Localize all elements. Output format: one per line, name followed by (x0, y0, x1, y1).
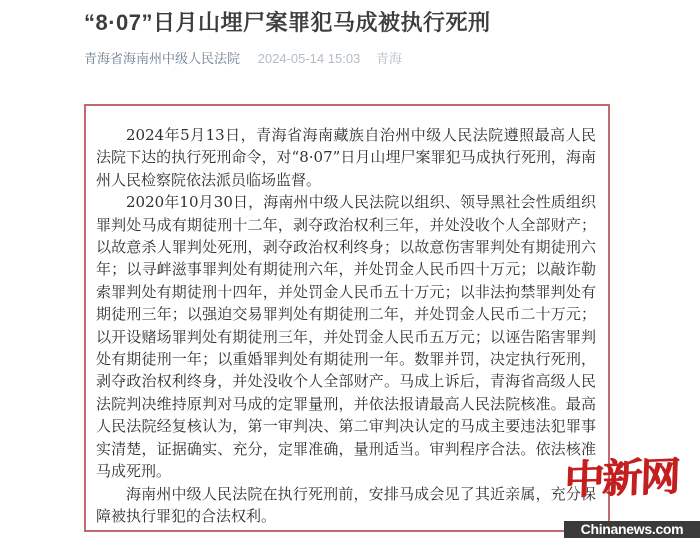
chinanews-site-label: Chinanews.com (564, 521, 700, 538)
byline-location: 青海 (375, 51, 402, 66)
page-title: “8·07”日月山埋尸案罪犯马成被执行死刑 (84, 10, 491, 35)
notice-paragraph-3: 海南州中级人民法院在执行死刑前，安排马成会见了其近亲属，充分保障被执行罪犯的合法权利。 (96, 484, 596, 525)
notice-paragraph-2: 2020年10月30日，海南州中级人民法院以组织、领导黑社会性质组织罪判处马成有期徒刑十二年，剥夺政治权利三年，并处没收个人全部财产；以故意杀人罪判处死刑，剥夺政治权利终身；以故意伤害罪判处有期徒刑六年；以寻衅滋事罪判处有期徒刑六年，并处罚金人民币四十万元；以敲诈勒索罪判处有期徒刑十四年，并处罚金人民币五十万元；以非法拘禁罪判处有期徒刑三年；以强迫交易罪判处有期徒刑二年，并处罚金人民币二十万元；以开设赌场罪判处有期徒刑三年，并处罚金人民币五万元；以诬告陷害罪判处有期徒刑一年；以重婚罪判处有期徒刑一年。数罪并罚，决定执行死刑，剥夺政治权利终身，并处没收个人全部财产。马成上诉后，青海省高级人民法院判决维持原判对马成的定罪量刑，并依法报请最高人民法院核准。最高人民法院经复核认为，第一审判决、第二审判决认定的马成主要违法犯罪事实清楚，证据确实、充分，定罪准确，量刑适当。审判程序合法。依法核准马成死刑。 (96, 193, 596, 481)
byline-datetime: 2024-05-14 15:03 (257, 51, 361, 66)
court-notice-box (84, 104, 610, 532)
notice-paragraph-1: 2024年5月13日，青海省海南藏族自治州中级人民法院遵照最高人民法院下达的执行死刑命令，对“8·07”日月山埋尸案罪犯马成执行死刑，海南州人民检察院依法派员临场监督。 (96, 126, 596, 189)
byline-source: 青海省海南州中级人民法院 (84, 51, 241, 66)
byline (84, 48, 402, 67)
chinanews-logo-icon: 中新网 (563, 452, 679, 505)
chinanews-watermark (560, 453, 700, 543)
